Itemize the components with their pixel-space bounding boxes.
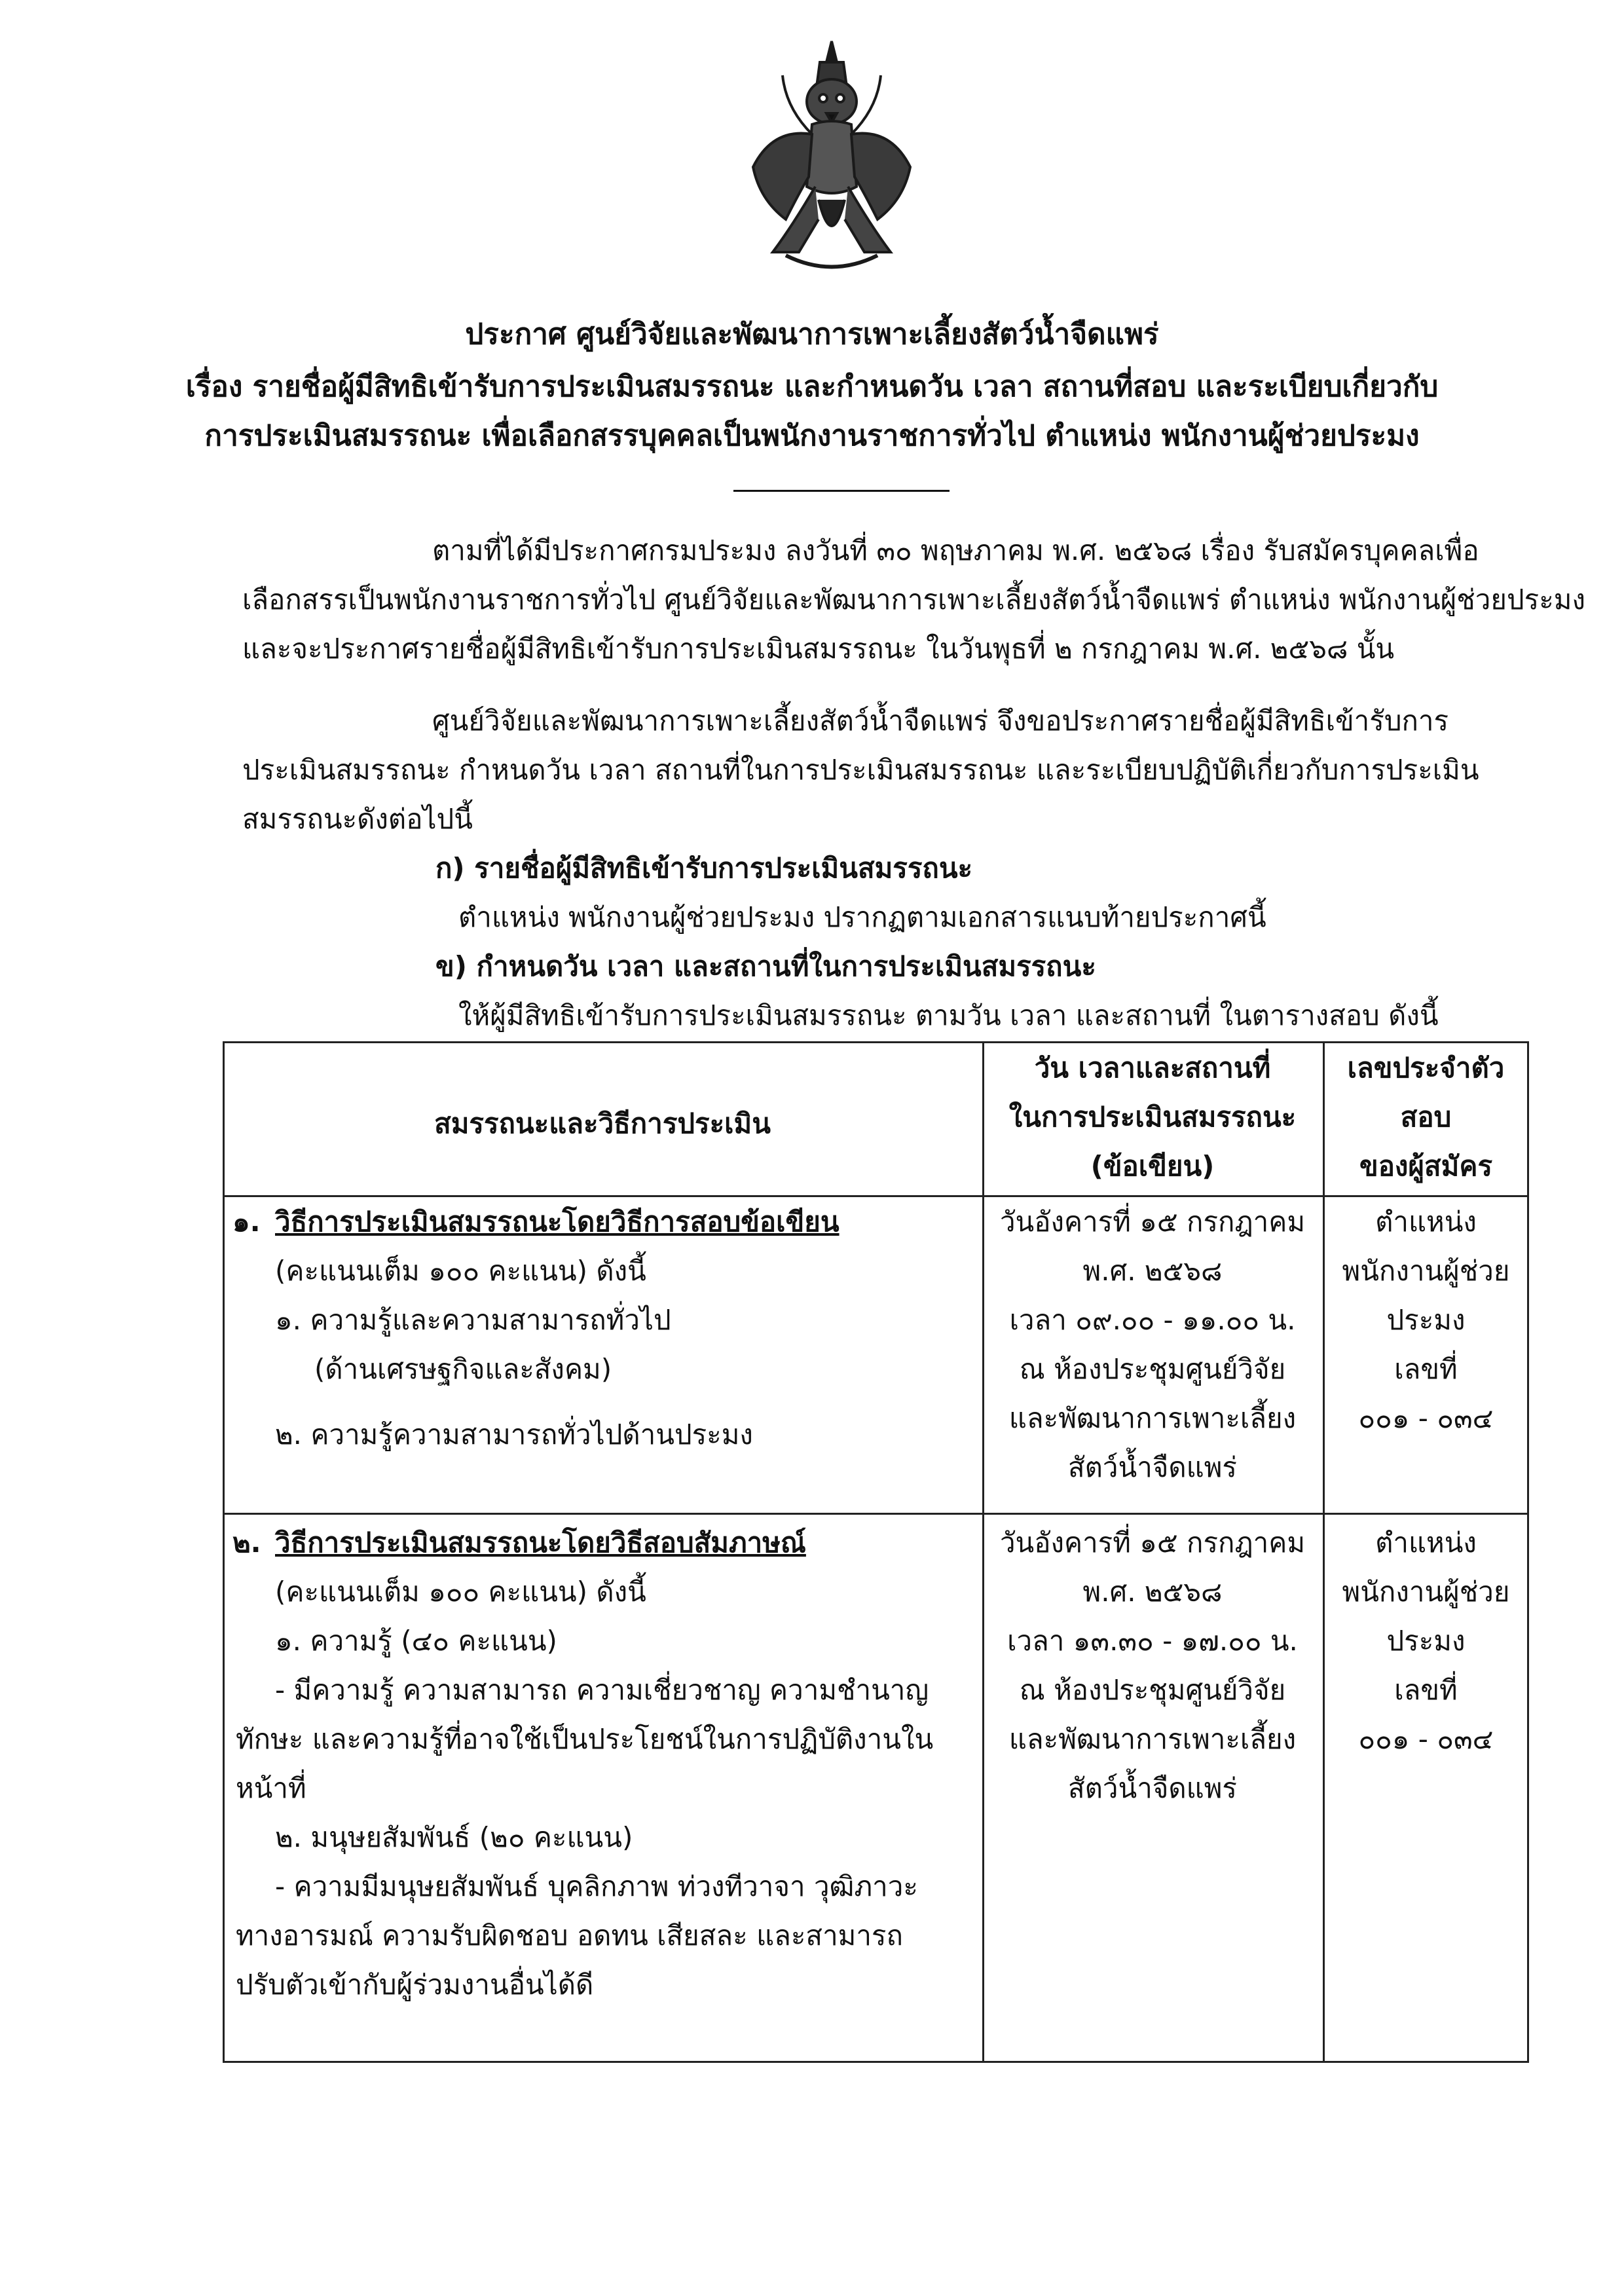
row2-item1-line2: ทักษะ และความรู้ที่อาจใช้เป็นประโยชน์ในการปฏิบัติงานใน <box>236 1723 934 1755</box>
announcement-subject-line1: เรื่อง รายชื่อผู้มีสิทธิเข้ารับการประเมินสมรรถนะ และกำหนดวัน เวลา สถานที่สอบ และระเบียบเกี่ยวกับ <box>185 370 1439 403</box>
row1-ids-l4: เลขที่ <box>1394 1353 1458 1385</box>
table-header-id-l2: สอบ <box>1400 1101 1452 1133</box>
row2-ids-l1: ตำแหน่ง <box>1375 1527 1477 1559</box>
para2-line1: ศูนย์วิจัยและพัฒนาการเพาะเลี้ยงสัตว์น้ำจืดแพร่ จึงขอประกาศรายชื่อผู้มีสิทธิเข้ารับการ <box>432 705 1449 737</box>
announcement-title: ประกาศ ศูนย์วิจัยและพัฒนาการเพาะเลี้ยงสัตว์น้ำจืดแพร่ <box>465 318 1159 351</box>
para1-line3: และจะประกาศรายชื่อผู้มีสิทธิเข้ารับการประเมินสมรรถนะ ในวันพุธที่ ๒ กรกฎาคม พ.ศ. ๒๕๖๘ นั้น <box>242 633 1395 665</box>
section-a-text: ตำแหน่ง พนักงานผู้ช่วยประมง ปรากฏตามเอกสารแนบท้ายประกาศนี้ <box>458 901 1266 933</box>
row2-when-l6: สัตว์น้ำจืดแพร่ <box>1068 1772 1237 1804</box>
row2-title: วิธีการประเมินสมรรถนะโดยวิธีสอบสัมภาษณ์ <box>275 1527 806 1559</box>
table-header-schedule-l2: ในการประเมินสมรรถนะ <box>1008 1101 1297 1133</box>
table-header-competency: สมรรถนะและวิธีการประเมิน <box>434 1107 771 1139</box>
para1-line1: ตามที่ได้มีประกาศกรมประมง ลงวันที่ ๓๐ พฤษภาคม พ.ศ. ๒๕๖๘ เรื่อง รับสมัครบุคคลเพื่อ <box>432 534 1479 566</box>
row2-when-l3: เวลา ๑๓.๓๐ - ๑๗.๐๐ น. <box>1007 1625 1298 1657</box>
row2-ids-l3: ประมง <box>1386 1625 1466 1657</box>
row1-ids-l2: พนักงานผู้ช่วย <box>1342 1255 1510 1287</box>
row2-number: ๒. <box>232 1527 261 1559</box>
row2-ids-l2: พนักงานผู้ช่วย <box>1342 1576 1510 1608</box>
announcement-subject-line2: การประเมินสมรรถนะ เพื่อเลือกสรรบุคคลเป็นพนักงานราชการทั่วไป ตำแหน่ง พนักงานผู้ช่วยประมง <box>204 419 1420 453</box>
table-header-divider <box>223 1195 1529 1197</box>
row2-when-l1: วันอังคารที่ ๑๕ กรกฎาคม <box>999 1527 1306 1559</box>
row1-item2: ๒. ความรู้ความสามารถทั่วไปด้านประมง <box>275 1418 753 1451</box>
row1-when-l3: เวลา ๐๙.๐๐ - ๑๑.๐๐ น. <box>1009 1304 1296 1336</box>
row2-item2-line2: ทางอารมณ์ ความรับผิดชอบ อดทน เสียสละ และสามารถ <box>236 1919 903 1952</box>
row1-when-l1: วันอังคารที่ ๑๕ กรกฎาคม <box>999 1206 1306 1238</box>
row1-when-l4: ณ ห้องประชุมศูนย์วิจัย <box>1019 1353 1286 1385</box>
row1-ids-l5: ๐๐๑ - ๐๓๔ <box>1358 1402 1494 1434</box>
row2-item1: ๑. ความรู้ (๔๐ คะแนน) <box>275 1625 557 1657</box>
row1-when-l5: และพัฒนาการเพาะเลี้ยง <box>1008 1402 1297 1434</box>
title-divider <box>733 490 950 492</box>
row2-item2-line3: ปรับตัวเข้ากับผู้ร่วมงานอื่นได้ดี <box>236 1969 594 2001</box>
row2-when-l2: พ.ศ. ๒๕๖๘ <box>1082 1576 1223 1608</box>
row1-when-l6: สัตว์น้ำจืดแพร่ <box>1068 1451 1237 1483</box>
row2-ids-l4: เลขที่ <box>1394 1674 1458 1706</box>
garuda-emblem-icon <box>747 36 917 288</box>
row1-ids-l1: ตำแหน่ง <box>1375 1206 1477 1238</box>
row1-item1-sub: (ด้านเศรษฐกิจและสังคม) <box>314 1353 612 1385</box>
para2-line3: สมรรถนะดังต่อไปนี้ <box>242 803 473 835</box>
row2-item1-line3: หน้าที่ <box>236 1772 306 1804</box>
table-row-divider <box>223 1513 1529 1515</box>
table-header-schedule-l3: (ข้อเขียน) <box>1090 1150 1215 1182</box>
para2-line2: ประเมินสมรรถนะ กำหนดวัน เวลา สถานที่ในการประเมินสมรรถนะ และระเบียบปฏิบัติเกี่ยวกับการประเมิน <box>242 754 1479 786</box>
row1-number: ๑. <box>232 1206 261 1238</box>
row1-score: (คะแนนเต็ม ๑๐๐ คะแนน) ดังนี้ <box>275 1255 646 1287</box>
row2-ids-l5: ๐๐๑ - ๐๓๔ <box>1358 1723 1494 1755</box>
row2-when-l5: และพัฒนาการเพาะเลี้ยง <box>1008 1723 1297 1755</box>
section-a-heading: ก) รายชื่อผู้มีสิทธิเข้ารับการประเมินสมรรถนะ <box>435 852 973 884</box>
table-header-schedule-l1: วัน เวลาและสถานที่ <box>1034 1052 1271 1084</box>
table-header-id-l1: เลขประจำตัว <box>1347 1052 1505 1084</box>
row2-item1-line1: - มีความรู้ ความสามารถ ความเชี่ยวชาญ ความชำนาญ <box>275 1674 929 1706</box>
row2-when-l4: ณ ห้องประชุมศูนย์วิจัย <box>1019 1674 1286 1706</box>
row1-title: วิธีการประเมินสมรรถนะโดยวิธีการสอบข้อเขียน <box>275 1206 840 1238</box>
para1-line2: เลือกสรรเป็นพนักงานราชการทั่วไป ศูนย์วิจัยและพัฒนาการเพาะเลี้ยงสัตว์น้ำจืดแพร่ ตำแหน่ง พนักงานผู้ช่วยประมง <box>242 583 1585 616</box>
row1-when-l2: พ.ศ. ๒๕๖๘ <box>1082 1255 1223 1287</box>
table-header-id-l3: ของผู้สมัคร <box>1359 1150 1493 1182</box>
row1-item1: ๑. ความรู้และความสามารถทั่วไป <box>275 1304 671 1336</box>
section-b-text: ให้ผู้มีสิทธิเข้ารับการประเมินสมรรถนะ ตามวัน เวลา และสถานที่ ในตารางสอบ ดังนี้ <box>458 999 1439 1031</box>
row2-item2-line1: - ความมีมนุษยสัมพันธ์ บุคลิกภาพ ท่วงทีวาจา วุฒิภาวะ <box>275 1870 918 1902</box>
row2-item2: ๒. มนุษยสัมพันธ์ (๒๐ คะแนน) <box>275 1821 633 1853</box>
section-b-heading: ข) กำหนดวัน เวลา และสถานที่ในการประเมินสมรรถนะ <box>435 950 1096 982</box>
row2-score: (คะแนนเต็ม ๑๐๐ คะแนน) ดังนี้ <box>275 1576 646 1608</box>
row1-ids-l3: ประมง <box>1386 1304 1466 1336</box>
